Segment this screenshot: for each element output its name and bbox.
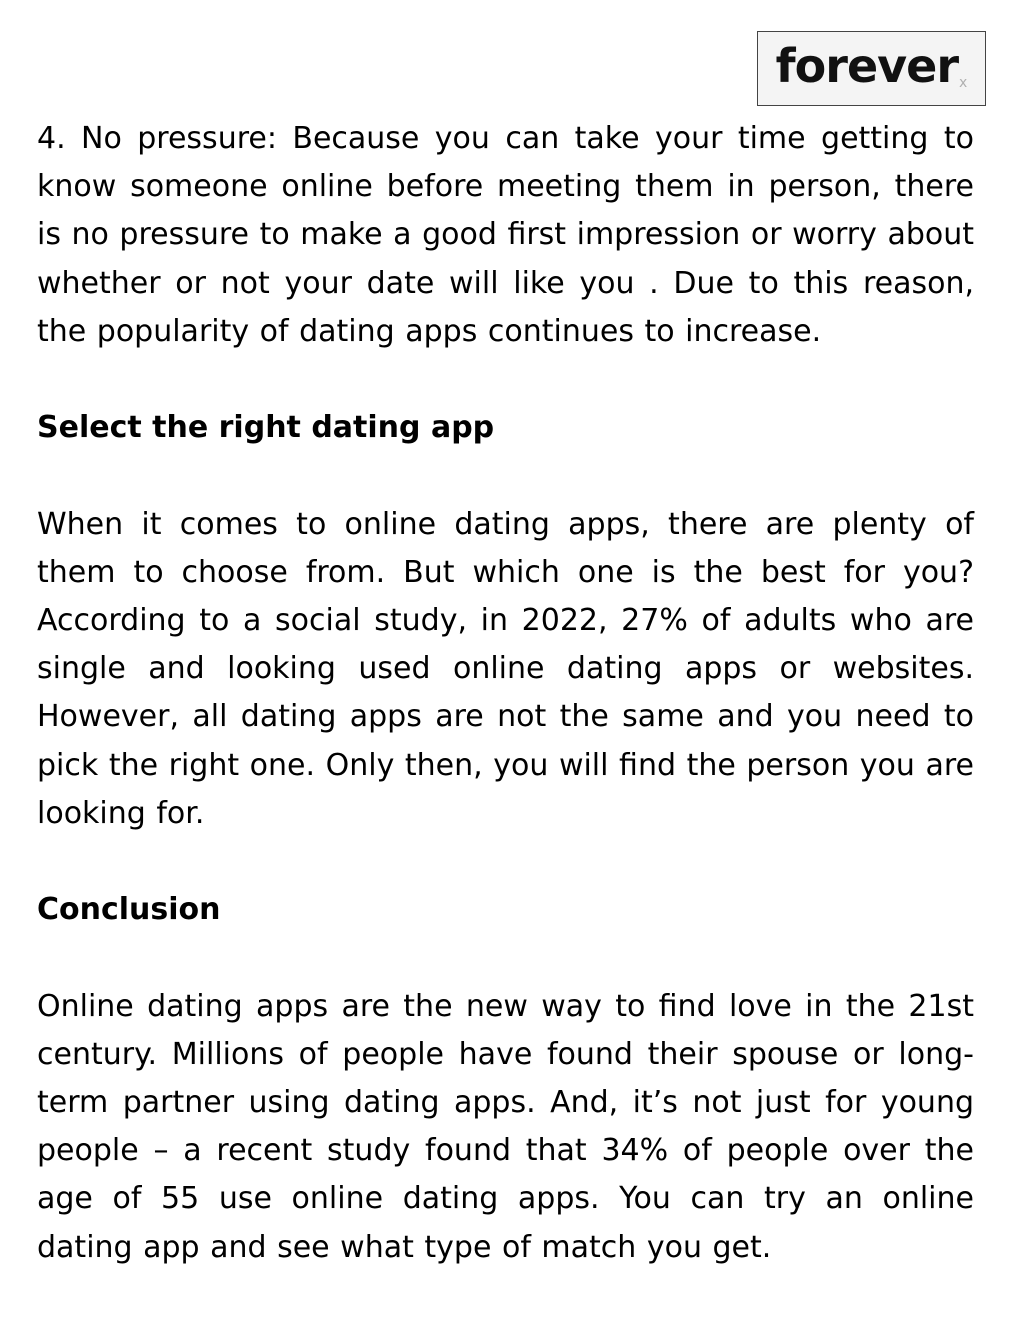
logo-text: forever <box>775 38 959 93</box>
spacer <box>37 838 974 886</box>
intro-paragraph: 4. No pressure: Because you can take your time getting to know someone online before meeting them in person, there is no pressure to make a good first impression or worry about whether or not your date will like you . Due to this reason, the popularity of dating apps continues to increase. <box>37 121 974 349</box>
logo-mark: x <box>959 74 968 91</box>
select-app-paragraph: When it comes to online dating apps, there are plenty of them to choose from. But which one is the best for you? According to a social study, in 2022, 27% of adults who are single and looking used online dating apps or websites. However, all dating apps are not the same and you need to pick the right one. Only then, you will find the person you are looking for. <box>37 506 974 831</box>
conclusion-paragraph: Online dating apps are the new way to find love in the 21st century. Millions of people have found their spouse or long-term partner using dating apps. And, it’s not just for young people – a recent study found that 34% of people over the age of 55 use online dating apps. You can try an online dating app and see what type of match you get. <box>37 988 974 1265</box>
spacer <box>37 934 974 982</box>
conclusion-heading: Conclusion <box>37 892 221 928</box>
document-body <box>37 115 974 1272</box>
brand-logo <box>757 31 986 106</box>
spacer <box>37 452 974 500</box>
select-app-heading: Select the right dating app <box>37 410 495 446</box>
spacer <box>37 356 974 404</box>
